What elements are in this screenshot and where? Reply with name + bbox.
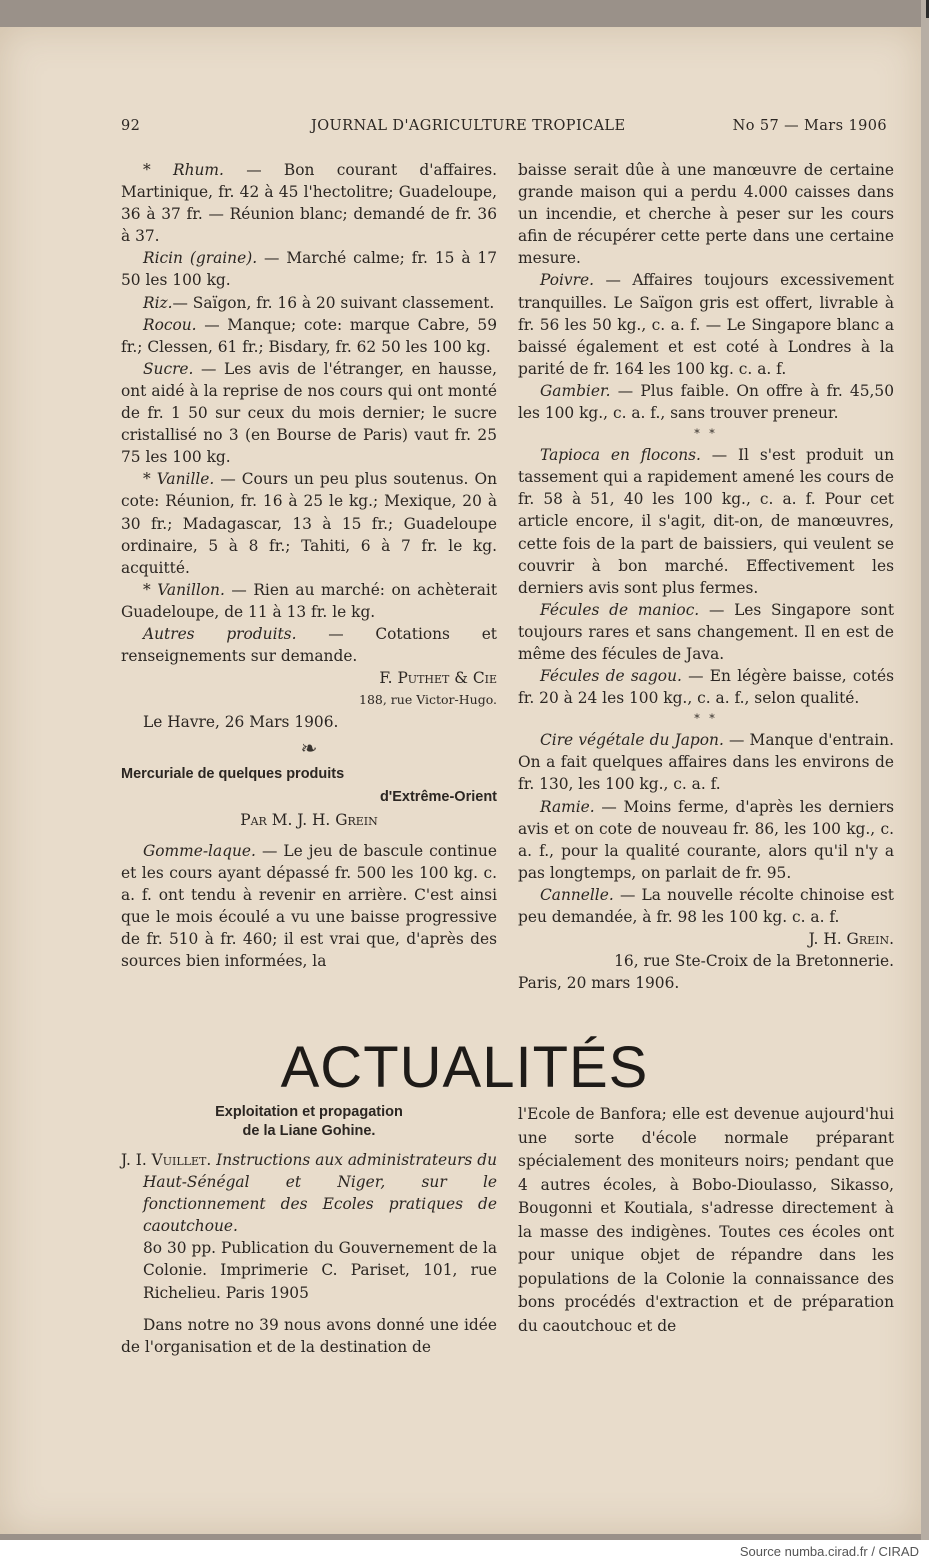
gomme-continuation: baisse serait dûe à une manœuvre de certaine grande maison qui a perdu 4.000 caisses dans un incendie, et cherche à peser sur les cours afin de récupérer cette perte dans une certaine mesure. bbox=[518, 161, 894, 268]
section-title: ACTUALITÉS bbox=[280, 1035, 649, 1100]
entry-ramie: Ramie. — Moins ferme, d'après les derniers avis et on cote de nouveau fr. 86, les 100 kg., c. a. f., pour la qualité courante, alors qu'il n'y a pas longtemps, on parlait de fr. 95. bbox=[518, 797, 894, 882]
entry-fecules-sagou: Fécules de sagou. — En légère baisse, cotés fr. 20 à 24 les 100 kg., c. a. f., selon qualité. bbox=[518, 667, 894, 708]
source-credit: Source numba.cirad.fr / CIRAD bbox=[739, 1544, 919, 1559]
entry-gambier: Gambier. — Plus faible. On offre à fr. 45,50 les 100 kg., c. a. f., sans trouver preneur. bbox=[518, 381, 894, 423]
page-number: 92 bbox=[121, 118, 141, 134]
article-citation: J. I. Vuillet. Instructions aux administrateurs du Haut-Sénégal et Niger, sur le fonctionnement des Ecoles pratiques de caoutchoue. bbox=[121, 1151, 497, 1236]
entry-autres: Autres produits. — Cotations et renseignements sur demande. bbox=[121, 624, 497, 666]
address-grein: 16, rue Ste-Croix de la Bretonnerie. bbox=[614, 952, 894, 971]
running-header bbox=[121, 118, 887, 140]
entry-tapioca: Tapioca en flocons. — Il s'est produit un tassement qui a rapidement amené les cours de fr. 58 à 51, 40 les 100 kg., c. a. f. Pour cet article encore, il s'agit, dit-on, de manœuvres, cette fois de la part de baissiers, qui veulent se couvrir à bon marché. Effectivement les derniers avis sont plus fermes. bbox=[518, 446, 894, 597]
left-column-market bbox=[121, 159, 497, 972]
entry-rocou: Rocou. — Manque; cote: marque Cabre, 59 fr.; Clessen, 61 fr.; Bisdary, fr. 62 50 les 100 kg. bbox=[121, 315, 497, 356]
entry-ricin: Ricin (graine). — Marché calme; fr. 15 à 17 50 les 100 kg. bbox=[121, 249, 497, 290]
section-stars: * * bbox=[694, 427, 718, 441]
right-column-market bbox=[518, 159, 894, 994]
article-left-column bbox=[121, 1103, 497, 1358]
article-publication: 8o 30 pp. Publication du Gouvernement de la Colonie. Imprimerie C. Pariset, 101, rue Richelieu. Paris 1905 bbox=[143, 1239, 497, 1302]
mercuriale-byline: Par M. J. H. Grein bbox=[240, 811, 378, 830]
entry-sucre: Sucre. — Les avis de l'étranger, en hausse, ont aidé à la reprise de nos cours qui ont monté de fr. 1 50 sur ceux du mois dernier; le sucre cristallisé no 3 (en Bourse de Paris) vaut fr. 25 75 les 100 kg. bbox=[121, 359, 497, 467]
entry-cire: Cire végétale du Japon. — Manque d'entrain. On a fait quelques affaires dans les environs de fr. 130, les 100 kg., c. a. f. bbox=[518, 731, 894, 794]
entry-riz: Riz.— Saïgon, fr. 16 à 20 suivant classement. bbox=[143, 293, 495, 312]
entry-vanille: * Vanille. — Cours un peu plus soutenus. On cote: Réunion, fr. 16 à 25 le kg.; Mexique, 20 à 30 fr.; Madagascar, 13 à 15 fr.; Guadeloupe ordinaire, 5 à 8 fr.; Tahiti, 6 à 7 fr. le kg. acquitté. bbox=[121, 470, 497, 577]
dateline-paris: Paris, 20 mars 1906. bbox=[518, 974, 680, 993]
address-puthet: 188, rue Victor-Hugo. bbox=[359, 692, 497, 708]
article-title-2: de la Liane Gohine. bbox=[242, 1123, 376, 1139]
mercuriale-title-1: Mercuriale de quelques produits bbox=[121, 766, 345, 783]
ornament-icon: ❧ bbox=[300, 736, 318, 761]
entry-poivre: Poivre. — Affaires toujours excessivement tranquilles. Le Saïgon gris est offert, livrable à fr. 56 les 50 kg., c. a. f. — Le Singapore blanc a baissé également et est coté à Londres à la parité de fr. 164 les 100 kg. c. a. f. bbox=[518, 271, 894, 378]
section-stars-2: * * bbox=[694, 712, 718, 726]
article-body-left: Dans notre no 39 nous avons donné une idée de l'organisation et de la destination de bbox=[121, 1315, 497, 1356]
dateline-havre: Le Havre, 26 Mars 1906. bbox=[143, 713, 339, 732]
entry-gomme-laque: Gomme-laque. — Le jeu de bascule continue et les cours ayant dépassé fr. 500 les 100 kg. c. a. f. ont tendu à revenir en arrière. C'est ainsi que le mois écoulé a vu une baisse progressive de fr. 510 à fr. 460; il est vrai que, d'après des sources bien informées, la bbox=[121, 841, 497, 970]
entry-cannelle: Cannelle. — La nouvelle récolte chinoise est peu demandée, à fr. 98 les 100 kg. c. a. f. bbox=[518, 885, 894, 926]
article-body-right: l'Ecole de Banfora; elle est devenue aujourd'hui une sorte d'école normale préparant spécialement des moniteurs noirs; pendant que 4 autres écoles, à Bobo-Dioulasso, Sikasso, Bougonni et Koutiala, s'adresse directement à la masse des indigènes. Toutes ces écoles ont pour unique objet de répandre dans les populations de la Colonie la connaissance des bons procédés d'extraction et de préparation du caoutchouc et de bbox=[518, 1105, 894, 1335]
mercuriale-title-2: d'Extrême-Orient bbox=[379, 789, 497, 806]
article-right-column bbox=[518, 1103, 894, 1338]
issue-info: No 57 — Mars 1906 bbox=[732, 118, 887, 134]
scan-edge bbox=[921, 0, 929, 1540]
entry-vanillon: * Vanillon. — Rien au marché: on achèterait Guadeloupe, de 11 à 13 fr. le kg. bbox=[121, 580, 498, 621]
signature-grein: J. H. Grein. bbox=[808, 930, 894, 949]
entry-fecules-manioc: Fécules de manioc. — Les Singapore sont toujours rares et sans changement. Il en est de même des fécules de Java. bbox=[518, 600, 894, 663]
entry-rhum: * Rhum. — Bon courant d'affaires. Martinique, fr. 42 à 45 l'hectolitre; Guadeloupe, 36 à 37 fr. — Réunion blanc; demandé de fr. 36 à 37. bbox=[121, 161, 497, 246]
article-title-1: Exploitation et propagation bbox=[215, 1104, 403, 1120]
signature-puthet: F. Puthet & Cie bbox=[379, 669, 497, 688]
journal-title: JOURNAL D'AGRICULTURE TROPICALE bbox=[311, 118, 626, 134]
